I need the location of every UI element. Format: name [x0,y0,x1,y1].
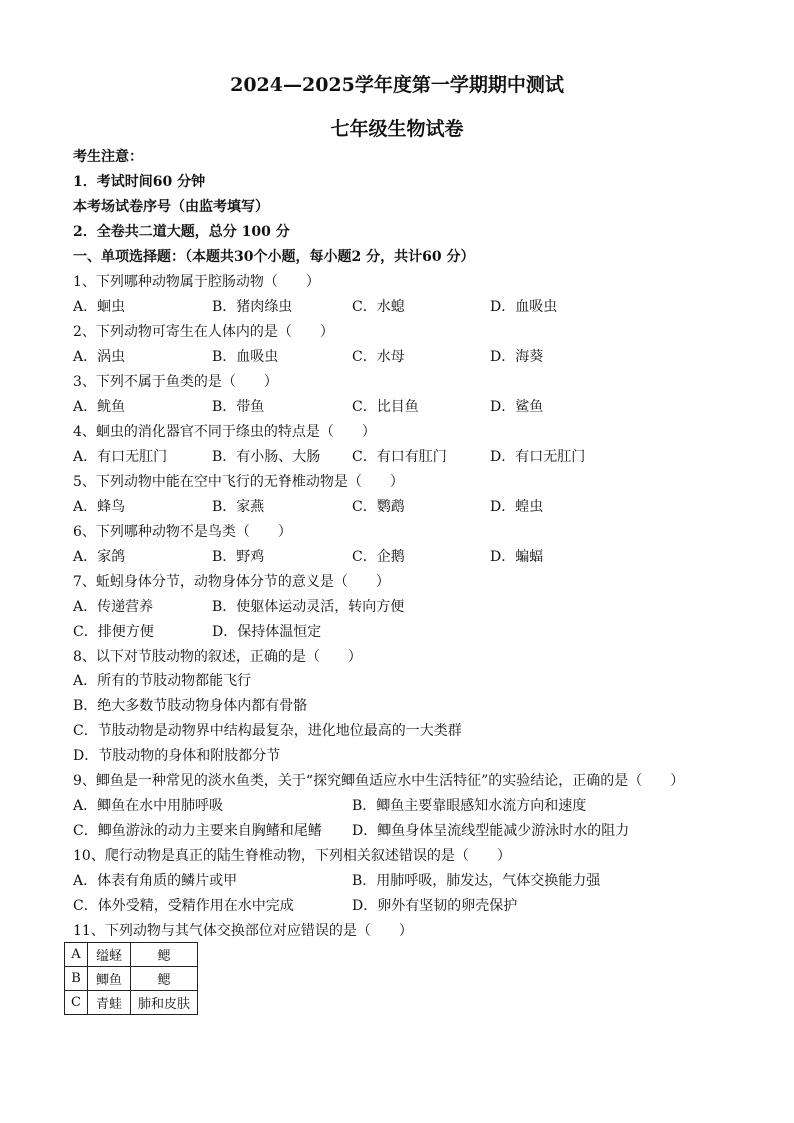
answer-table [64,942,198,1015]
option-d: D．鲫鱼身体呈流线型能减少游泳时水的阻力 [352,823,630,839]
option-a: A．蜂鸟 [73,499,126,515]
exam-subtitle: 七年级生物试卷 [330,118,464,140]
question-stem: 7、蚯蚓身体分节，动物身体分节的意义是（ ） [73,574,390,590]
exam-title: 2024—2025学年度第一学期期中测试 [230,74,564,96]
question-stem: 8、以下对节肢动物的叙述，正确的是（ ） [73,649,362,665]
question-stem: 6、下列哪种动物不是鸟类（ ） [73,524,292,540]
option-b: B．野鸡 [212,549,265,565]
table-row [65,991,198,1015]
option-b: B．猪肉绦虫 [212,299,293,315]
option-b: B．有小肠、大肠 [212,449,321,465]
table-row [65,943,198,967]
option-c: C．排便方便 [73,624,154,640]
option-a: A．蛔虫 [73,299,126,315]
option-d: D．海葵 [490,349,544,365]
notice-seat-number: 本考场试卷序号（由监考填写） [73,199,269,215]
question-stem: 9、鲫鱼是一种常见的淡水鱼类，关于“探究鲫鱼适应水中生活特征”的实验结论，正确的是（ ） [73,773,685,789]
table-cell: C [65,991,88,1015]
question-stem: 4、蛔虫的消化器官不同于绦虫的特点是（ ） [73,424,376,440]
option-a: A．家鸽 [73,549,126,565]
option-b: B．用肺呼吸，肺发达，气体交换能力强 [352,873,601,889]
option-b: B．血吸虫 [212,349,279,365]
option-d: D．保持体温恒定 [212,624,322,640]
option-c: C．水螅 [352,299,405,315]
question-stem: 5、下列动物中能在空中飞行的无脊椎动物是（ ） [73,474,404,490]
option-d: D．鲨鱼 [490,399,544,415]
question-stem: 10、爬行动物是真正的陆生脊椎动物，下列相关叙述错误的是（ ） [73,848,511,864]
option-d: D．血吸虫 [490,299,558,315]
option-c: C．节肢动物是动物界中结构最复杂，进化地位最高的一大类群 [73,723,462,739]
option-a: A．体表有角质的鳞片或甲 [73,873,238,889]
option-b: B．鲫鱼主要靠眼感知水流方向和速度 [352,798,587,814]
table-cell: 肺和皮肤 [131,991,198,1015]
option-c: C．水母 [352,349,405,365]
option-d: D．蝗虫 [490,499,544,515]
notice-item-1: 1．考试时间60 分钟 [73,174,206,190]
table-cell: A [65,943,88,967]
option-c: C．企鹅 [352,549,405,565]
table-cell: 鳃 [131,943,198,967]
section-heading: 一、单项选择题：（本题共30个小题，每小题2 分，共计60 分） [73,249,475,265]
table-row [65,967,198,991]
table-cell: 青蛙 [88,991,131,1015]
option-b: B．带鱼 [212,399,265,415]
option-c: C．比目鱼 [352,399,419,415]
notice-heading: 考生注意： [73,149,143,165]
option-b: B．家燕 [212,499,265,515]
option-a: A．鲫鱼在水中用肺呼吸 [73,798,224,814]
table-cell: 鲫鱼 [88,967,131,991]
option-c: C．鹦鹉 [352,499,405,515]
option-b: B．使躯体运动灵活，转向方便 [212,599,405,615]
question-stem: 2、下列动物可寄生在人体内的是（ ） [73,324,334,340]
option-a: A．所有的节肢动物都能飞行 [73,673,252,689]
notice-item-2: 2．全卷共二道大题，总分 100 分 [73,224,290,240]
option-b: B．绝大多数节肢动物身体内都有骨骼 [73,698,308,714]
option-a: A．涡虫 [73,349,126,365]
option-d: D．节肢动物的身体和附肢都分节 [73,748,281,764]
table-cell: 鳃 [131,967,198,991]
option-a: A．鱿鱼 [73,399,126,415]
option-a: A．有口无肛门 [73,449,168,465]
table-cell: 缢蛏 [88,943,131,967]
option-c: C．鲫鱼游泳的动力主要来自胸鳍和尾鳍 [73,823,322,839]
option-c: C．体外受精，受精作用在水中完成 [73,898,294,914]
option-c: C．有口有肛门 [352,449,447,465]
question-stem: 3、下列不属于鱼类的是（ ） [73,374,278,390]
question-stem: 11、下列动物与其气体交换部位对应错误的是（ ） [73,923,413,939]
question-stem: 1、下列哪种动物属于腔肠动物（ ） [73,274,320,290]
option-d: D．有口无肛门 [490,449,586,465]
option-a: A．传递营养 [73,599,154,615]
option-d: D．卵外有坚韧的卵壳保护 [352,898,518,914]
table-cell: B [65,967,88,991]
option-d: D．蝙蝠 [490,549,544,565]
